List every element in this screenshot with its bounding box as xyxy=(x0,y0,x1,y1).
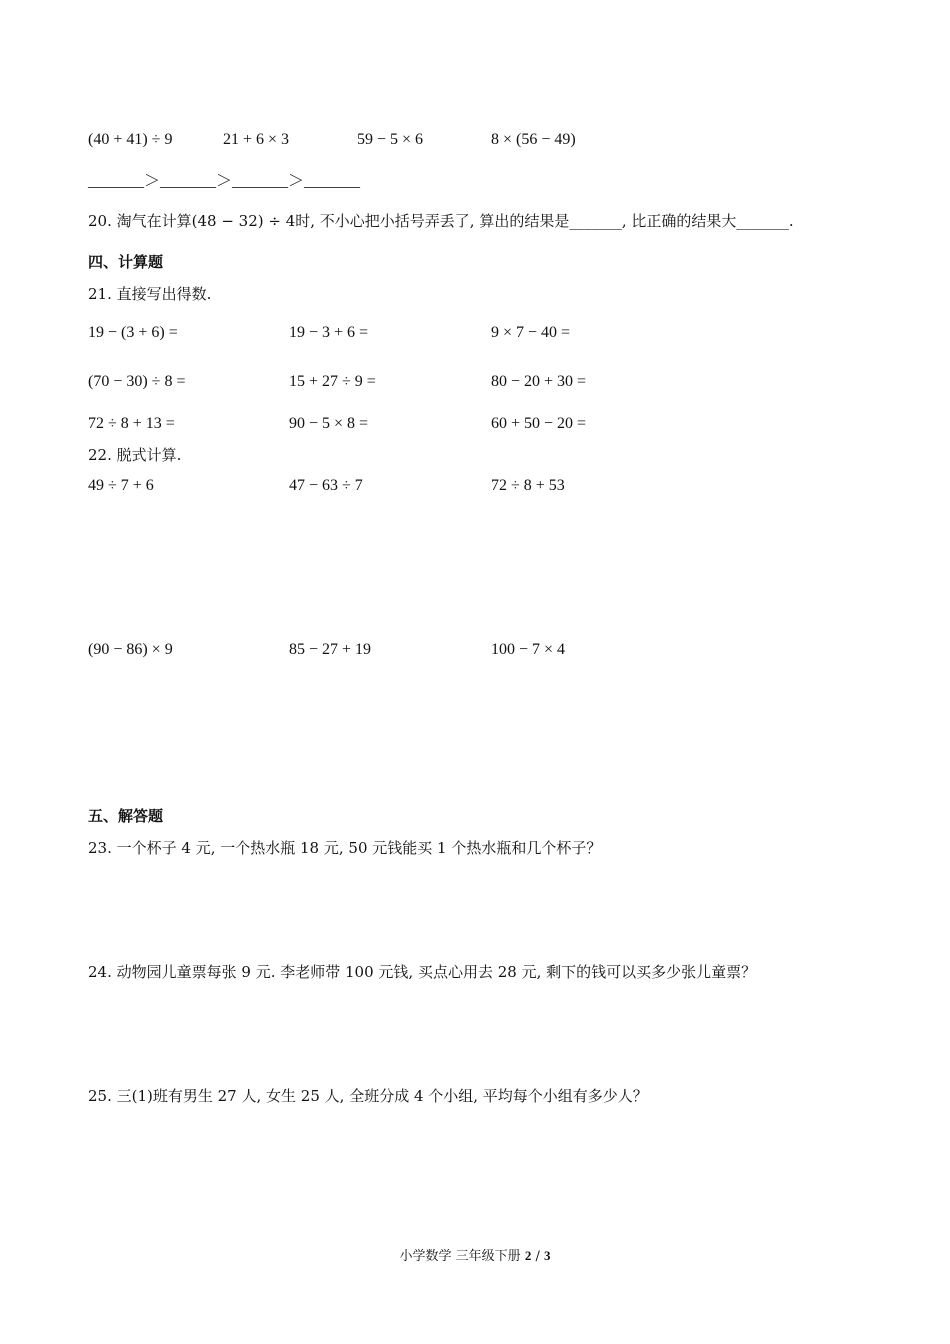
page-footer xyxy=(0,1246,950,1267)
q21-item: 15 + 27 ÷ 9 = xyxy=(289,373,376,390)
q22-item: 49 ÷ 7 + 6 xyxy=(88,477,154,494)
q22-label: 22. 脱式计算. xyxy=(88,446,182,464)
q21-item: 19 − 3 + 6 = xyxy=(289,324,369,341)
footer-subject: 小学数学 三年级下册 xyxy=(399,1249,521,1264)
q22-item: 72 ÷ 8 + 53 xyxy=(491,477,565,494)
q19-expression-3: 59 − 5 × 6 xyxy=(357,131,424,148)
q25-text: 25. 三(1)班有男生 27 人, 女生 25 人, 全班分成 4 个小组, 平均每个小组有多少人？ xyxy=(88,1087,648,1105)
q21-item: 72 ÷ 8 + 13 = xyxy=(88,415,175,432)
q23-text: 23. 一个杯子 4 元, 一个热水瓶 18 元, 50 元钱能买 1 个热水瓶和几个杯子？ xyxy=(88,839,602,857)
q19-expression-1: (40 + 41) ÷ 9 xyxy=(88,131,173,148)
q20-text: 20. 淘气在计算(48 − 32) ÷ 4时, 不小心把小括号弄丢了, 算出的结果是_______, 比正确的结果大_______. xyxy=(88,212,794,230)
q22-item: 100 − 7 × 4 xyxy=(491,641,566,658)
q22-item: 85 − 27 + 19 xyxy=(289,641,372,658)
q24-text: 24. 动物园儿童票每张 9 元. 李老师带 100 元钱, 买点心用去 28 元, 剩下的钱可以买多少张儿童票？ xyxy=(88,963,757,981)
q21-item: 90 − 5 × 8 = xyxy=(289,415,369,432)
q19-expression-4: 8 × (56 − 49) xyxy=(491,131,576,148)
footer-separator: / xyxy=(531,1249,544,1264)
q22-item: 47 − 63 ÷ 7 xyxy=(289,477,363,494)
footer-page-total: 3 xyxy=(543,1248,551,1263)
q19-comparison-blanks: _______＞_______＞_______＞_______ xyxy=(88,173,361,190)
q21-label: 21. 直接写出得数. xyxy=(88,285,212,303)
q21-item: 60 + 50 − 20 = xyxy=(491,415,587,432)
section-4-title: 四、计算题 xyxy=(88,253,164,271)
q21-item: 80 − 20 + 30 = xyxy=(491,373,587,390)
q21-item: 19 − (3 + 6) = xyxy=(88,324,178,341)
section-5-title: 五、解答题 xyxy=(88,807,164,825)
q19-expression-2: 21 + 6 × 3 xyxy=(223,131,290,148)
q21-item: (70 − 30) ÷ 8 = xyxy=(88,373,186,390)
q21-item: 9 × 7 − 40 = xyxy=(491,324,571,341)
footer-page-number: 2 xyxy=(524,1248,532,1263)
q22-item: (90 − 86) × 9 xyxy=(88,641,173,658)
